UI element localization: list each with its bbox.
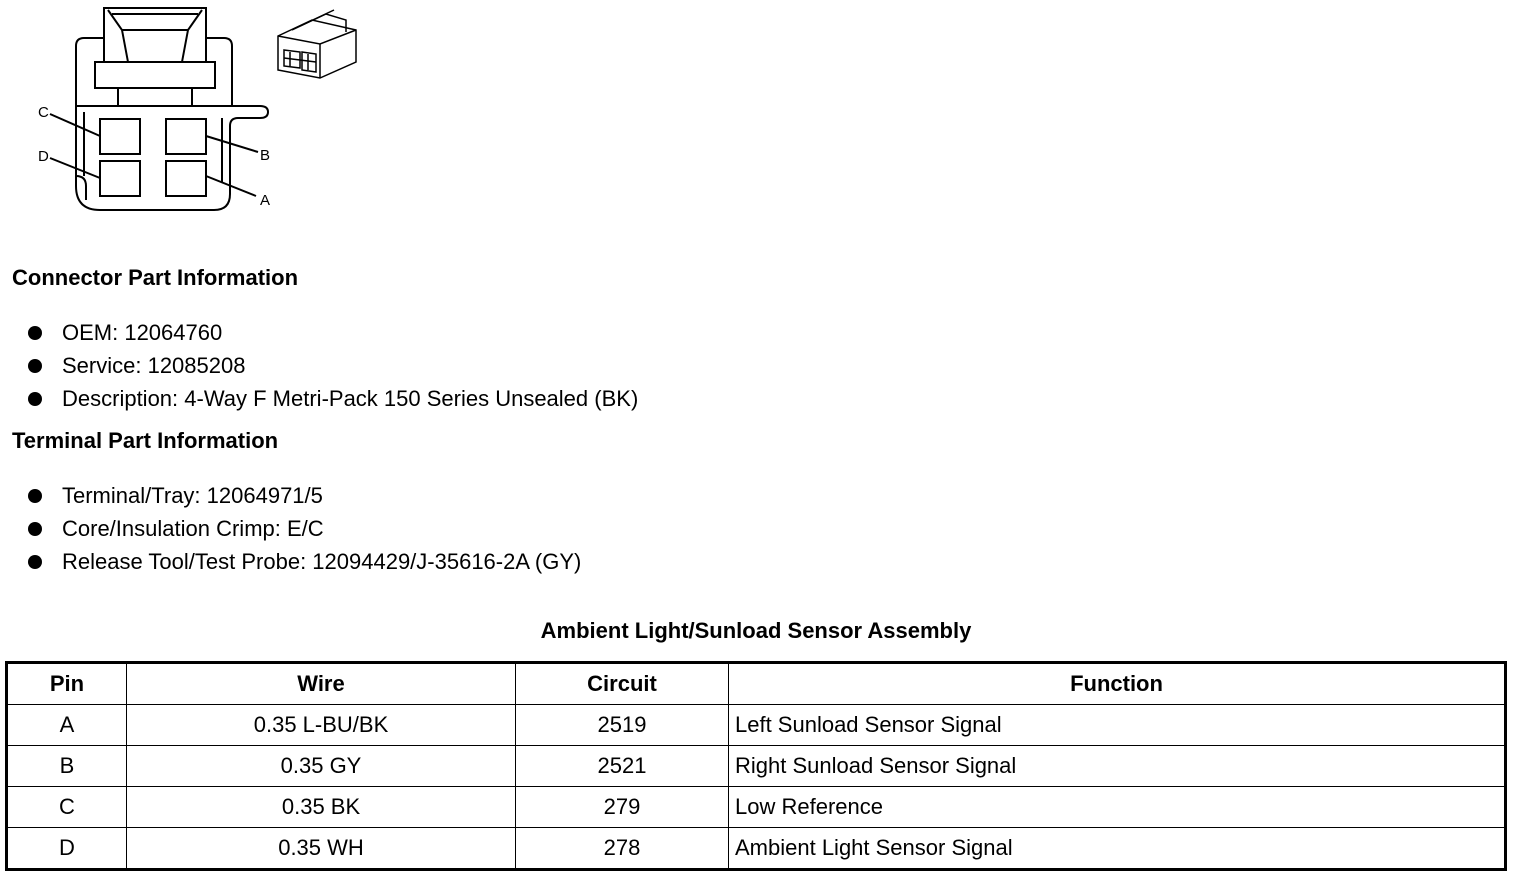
header-wire: Wire [127,663,516,705]
cell-function: Left Sunload Sensor Signal [729,705,1506,746]
table-row [7,746,1506,787]
header-circuit: Circuit [516,663,729,705]
cell-wire: 0.35 L-BU/BK [127,705,516,746]
table-header-row [7,663,1506,705]
list-item: Release Tool/Test Probe: 12094429/J-35616-2A (GY) [28,545,581,578]
cell-function: Ambient Light Sensor Signal [729,828,1506,870]
cell-pin: A [7,705,127,746]
terminal-part-info-list [28,479,581,578]
list-item: Core/Insulation Crimp: E/C [28,512,581,545]
table-title: Ambient Light/Sunload Sensor Assembly [540,618,972,643]
table-row [7,828,1506,870]
connector-face-diagram [0,0,380,230]
header-pin: Pin [7,663,127,705]
cell-circuit: 2519 [516,705,729,746]
cell-circuit: 278 [516,828,729,870]
bullet-icon [28,326,42,340]
table-row [7,705,1506,746]
pin-label-c: C [38,104,49,121]
list-item: Service: 12085208 [28,349,638,382]
header-function: Function [729,663,1506,705]
cell-pin: B [7,746,127,787]
connector-isometric-icon [278,10,356,78]
cell-wire: 0.35 GY [127,746,516,787]
pinout-table [5,661,1507,871]
terminal-part-info-heading: Terminal Part Information [12,428,279,453]
list-item: Terminal/Tray: 12064971/5 [28,479,581,512]
bullet-icon [28,392,42,406]
cell-circuit: 279 [516,787,729,828]
cell-wire: 0.35 WH [127,828,516,870]
pin-label-b: B [260,147,271,164]
cell-pin: C [7,787,127,828]
connector-part-info-heading: Connector Part Information [12,265,299,290]
cell-circuit: 2521 [516,746,729,787]
pin-label-d: D [38,148,49,165]
bullet-icon [28,555,42,569]
cell-function: Low Reference [729,787,1506,828]
bullet-icon [28,489,42,503]
bullet-icon [28,522,42,536]
list-item: Description: 4-Way F Metri-Pack 150 Series Unsealed (BK) [28,382,638,415]
bullet-icon [28,359,42,373]
cell-pin: D [7,828,127,870]
table-row [7,787,1506,828]
pin-label-a: A [260,192,271,209]
list-item: OEM: 12064760 [28,316,638,349]
connector-part-info-list [28,316,638,415]
cell-wire: 0.35 BK [127,787,516,828]
cell-function: Right Sunload Sensor Signal [729,746,1506,787]
